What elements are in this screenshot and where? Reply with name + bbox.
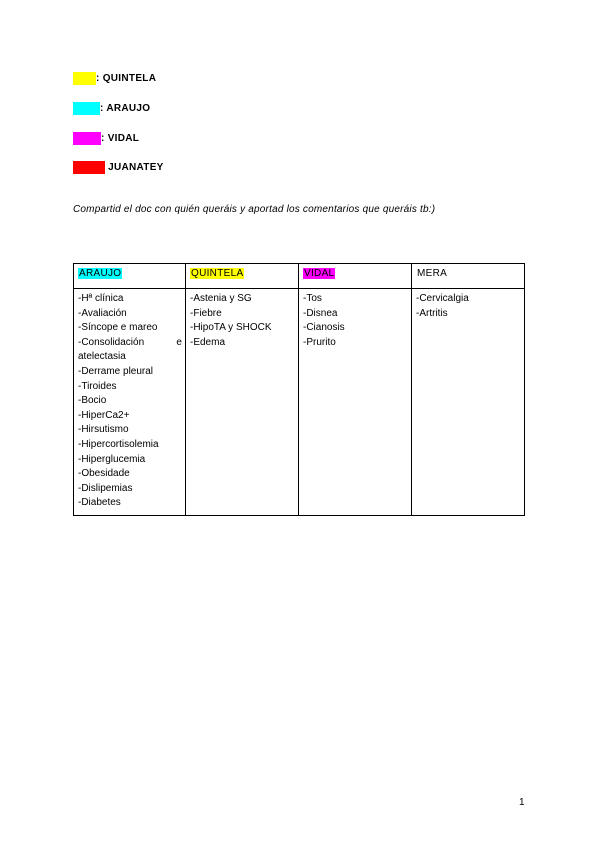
table-body-row: [74, 289, 525, 516]
legend-label: : QUINTELA: [96, 72, 157, 84]
assignment-table: [73, 263, 525, 516]
list-item: -Tiroides: [78, 380, 117, 392]
legend-label: : ARAUJO: [100, 102, 151, 114]
list-item: -Disnea: [303, 307, 338, 319]
column-header-quintela: [186, 264, 299, 289]
list-item: -Hiperglucemia: [78, 453, 146, 465]
list-item: -Cervicalgia: [416, 293, 469, 304]
list-item: -Tos: [303, 293, 322, 304]
list-item: -Derrame pleural: [78, 365, 154, 377]
list-item: -Bocio: [78, 395, 107, 407]
list-item: -Hipercortisolemia: [78, 438, 159, 450]
list-item: -Dislipemias: [78, 482, 133, 494]
list-item: -HiperCa2+: [78, 409, 130, 421]
legend-araujo: [73, 101, 150, 115]
list-item: -Astenia y SG: [190, 293, 252, 304]
legend-label: JUANATEY: [105, 161, 164, 173]
column-header-mera: [412, 264, 525, 289]
list-item: -Edema: [190, 336, 226, 348]
legend-label: : VIDAL: [101, 132, 140, 144]
list-item: -Cianosis: [303, 322, 345, 334]
cell-vidal: [299, 289, 412, 516]
list-item: -Avaliación: [78, 307, 127, 319]
list-item: -Diabetes: [78, 497, 121, 509]
cell-araujo: [74, 289, 186, 516]
list-item: atelectasia: [78, 351, 126, 363]
list-item: -Hª clínica: [78, 293, 124, 304]
legend-quintela: [73, 71, 156, 85]
header-label: QUINTELA: [191, 268, 244, 279]
color-swatch-yellow: [73, 72, 96, 85]
list-item: -Prurito: [303, 336, 336, 348]
cell-quintela: [186, 289, 299, 516]
list-item: -Hirsutismo: [78, 424, 129, 436]
header-label: MERA: [417, 268, 448, 279]
legend-vidal: [73, 131, 139, 145]
column-header-vidal: [299, 264, 412, 289]
header-label: ARAUJO: [79, 268, 122, 279]
legend-juanatey: [73, 160, 164, 174]
header-label: VIDAL: [304, 268, 335, 279]
list-item: -Artritis: [416, 307, 448, 319]
list-item: -HipoTA y SHOCK: [190, 322, 272, 334]
list-item: -Fiebre: [190, 307, 222, 319]
list-item: -Síncope e mareo: [78, 322, 158, 334]
cell-mera: [412, 289, 525, 516]
instruction-note: Compartid el doc con quién queráis y aportad los comentarios que queráis tb:): [73, 204, 436, 215]
color-swatch-cyan: [73, 102, 100, 115]
color-swatch-magenta: [73, 132, 101, 145]
page-number: 1: [519, 797, 525, 808]
column-header-araujo: [74, 264, 186, 289]
list-item: -Obesidade: [78, 468, 130, 480]
table-header-row: [74, 264, 525, 289]
list-item: -Consolidación e: [78, 336, 182, 348]
color-swatch-red: [73, 161, 105, 174]
